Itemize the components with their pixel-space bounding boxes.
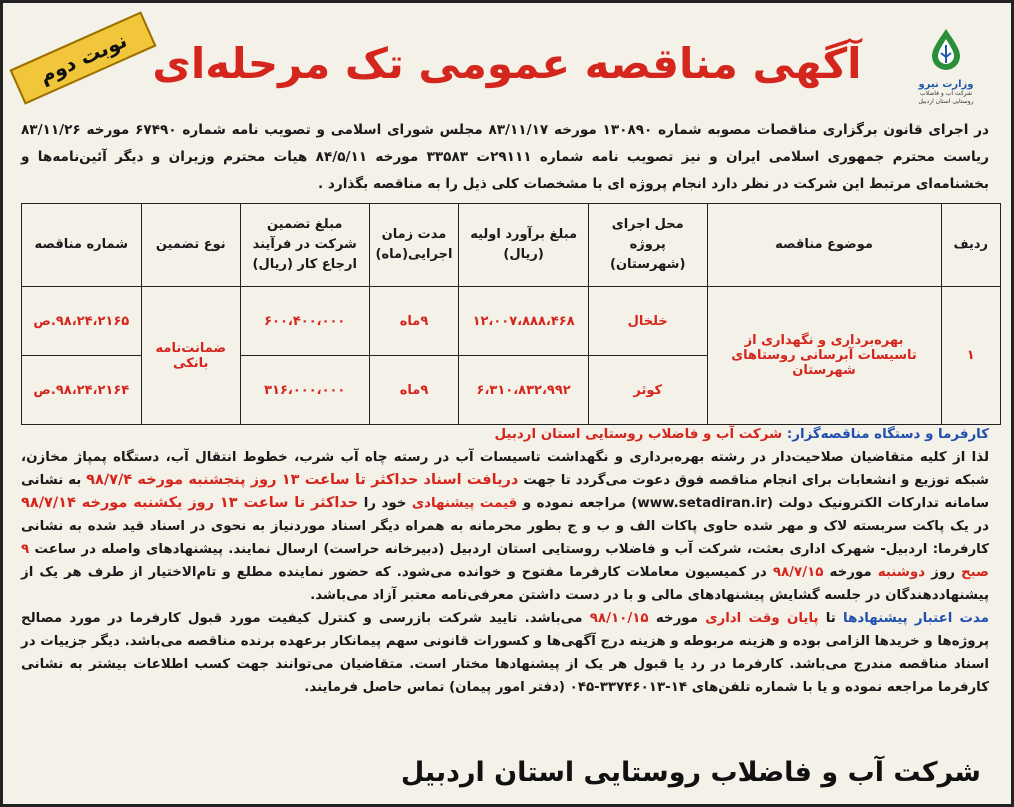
notice-body [21,423,989,699]
footer-company-name: شرکت آب و فاضلاب روستایی استان اردبیل [400,757,981,788]
p1-opening-hour: ۹ صبح [21,542,989,580]
p1-opening-date: ۹۸/۷/۱۵ [772,565,824,580]
p1-deadline-offer: حداکثر تا ساعت ۱۳ روز یکشنبه مورخه ۹۸/۷/۱۴ [21,495,359,511]
cell-guarantee-type: ضمانت‌نامه بانکی [141,287,240,425]
cell-location: کوثر [588,356,707,425]
col-header-estimate: مبلغ برآورد اولیه (ریال) [459,204,588,287]
cell-row-num: ۱ [941,287,1001,425]
body-paragraph-2 [21,607,989,699]
cell-guarantee-amount: ۶۰۰،۴۰۰،۰۰۰ [240,287,369,356]
employer-line [21,423,989,446]
p1-text-c: به نشانی سامانه تدارکات الکترونیک دولت (www.setadiran.ir) مراجعه نموده و [21,473,989,511]
p2-text-d: مورخه [655,611,698,626]
body-paragraph-1 [21,446,989,607]
logo-ministry-text: وزارت نیرو [918,79,974,90]
col-header-subject: موضوع مناقصه [707,204,941,287]
p2-validity-date: ۹۸/۱۰/۱۵ [589,611,649,626]
p1-text-i: روز [931,565,955,580]
col-header-row-num: ردیف [941,204,1001,287]
cell-location: خلخال [588,287,707,356]
cell-tender-number: ۹۸،۲۴،۲۱۶۵.ص [22,287,142,356]
cell-duration: ۹ماه [369,287,459,356]
employer-label: کارفرما و دستگاه مناقصه‌گزار: [786,427,989,442]
logo-sub-text: شرکت آب و فاضلاب روستایی استان اردبیل [918,90,974,105]
p2-validity-label: مدت اعتبار پیشنهادها [843,611,990,626]
col-header-guarantee-amount: مبلغ تضمین شرکت در فرآیند ارجاع کار (ریال) [240,204,369,287]
col-header-guarantee-type: نوع تضمین [141,204,240,287]
p1-text-g: در یک پاکت سربسته لاک و مهر شده حاوی پاکات الف و ب و ج بطور محرمانه به همراه دیگر اسناد موردنیاز به نحوی در اسناد قید شده به نشانی کارفرما: اردبیل- شهرک اداری بعثت، شرکت آب و فاضلاب روستایی استان اردبیل (دبیرخانه حراست) ارسال نمایند. پیشنهادهای واصله در ساعت [21,519,989,557]
cell-estimate: ۱۲،۰۰۷،۸۸۸،۴۶۸ [459,287,588,356]
col-header-location: محل اجرای پروژه (شهرستان) [588,204,707,287]
p1-price-offer: قیمت پیشنهادی [411,496,518,511]
p1-deadline-docs: دریافت اسناد حداکثر تا ساعت ۱۳ روز پنجشنبه مورخه ۹۸/۷/۴ [86,472,519,488]
badge-label: نوبت دوم [35,28,131,88]
p2-text-b: تا [825,611,836,626]
cell-duration: ۹ماه [369,356,459,425]
table-header-row [22,204,1001,287]
tender-table [21,203,1001,425]
p2-end-of-office: پایان وقت اداری [705,611,819,626]
cell-subject: بهره‌برداری و نگهداری از تاسیسات آبرسانی روستاهای شهرستان [707,287,941,425]
col-header-duration: مدت زمان اجرایی(ماه) [369,204,459,287]
cell-estimate: ۶،۳۱۰،۸۳۲،۹۹۲ [459,356,588,425]
cell-tender-number: ۹۸،۲۴،۲۱۶۴.ص [22,356,142,425]
p1-text-m: در کمیسیون معاملات کارفرما مفتوح و خوانده می‌شود. که حضور نماینده مطلع و تام‌الاختیار از طرف هر یک از پیشنهاددهندگان در جلسه گشایش پیشنهادهای مالی و با در دست داشتن معرفی‌نامه معتبر آزاد می‌باشد. [21,565,989,603]
notice-header [3,9,1011,109]
table-row [22,287,1001,356]
p1-text-k: مورخه [829,565,872,580]
intro-paragraph: در اجرای قانون برگزاری مناقصات مصوبه شماره ۱۳۰۸۹۰ مورخه ۸۳/۱۱/۱۷ مجلس شورای اسلامی و تصویب نامه شماره ۶۷۴۹۰ مورخه ۸۳/۱۱/۲۶ ریاست محترم جمهوری اسلامی ایران و نیز تصویب نامه شماره ۲۹۱۱۱ت ۳۳۵۸۳ مورخه ۸۴/۵/۱۱ هیات محترم وزیران و دیگر آئین‌نامه‌ها و بخشنامه‌ای مرتبط این شرکت در نظر دارد انجام پروژه ای با مشخصات کلی ذیل را به مناقصه بگذارد . [21,122,989,192]
p1-text-a: لذا از کلیه متقاضیان صلاحیت‌دار در رشته بهره‌برداری و نگهداشت تاسیسات آب در رسته چاه آب شرب، خطوط انتقال آب، دستگاه پمپاژ مخازن، شبکه توزیع و انشعابات برای انجام مناقصه فوق دعوت می‌گردد تا جهت [21,450,989,488]
cell-guarantee-amount: ۳۱۶،۰۰۰،۰۰۰ [240,356,369,425]
col-header-tender-number: شماره مناقصه [22,204,142,287]
p1-opening-day: دوشنبه [877,565,926,580]
p1-text-e: خود را [363,496,407,511]
page-title: آگهی مناقصه عمومی تک مرحله‌ای [152,39,862,88]
p2-text-f: می‌باشد. تایید شرکت بازرسی و کنترل کیفیت مورد قبول کارفرما در مورد مصالح پروژه‌ها و خریدها الزامی بوده و هزینه مربوطه و هزینه درج آگهی‌ها و کسورات قانونی سهم پیمانکار برعهده برنده مناقصه می‌باشد. دیگر جزییات در اسناد مناقصه مندرج می‌باشد. کارفرما در رد یا قبول هر یک از پیشنهادها مختار است. متقاضیان می‌توانند جهت کسب اطلاعات بیشتر به نشانی کارفرما مراجعه نموده و یا با شماره تلفن‌های ۱۴-۳۳۷۴۶۰۱۳-۰۴۵ (دفتر امور پیمان) تماس حاصل فرمایند. [21,611,989,695]
employer-name: شرکت آب و فاضلاب روستایی استان اردبیل [494,427,783,442]
